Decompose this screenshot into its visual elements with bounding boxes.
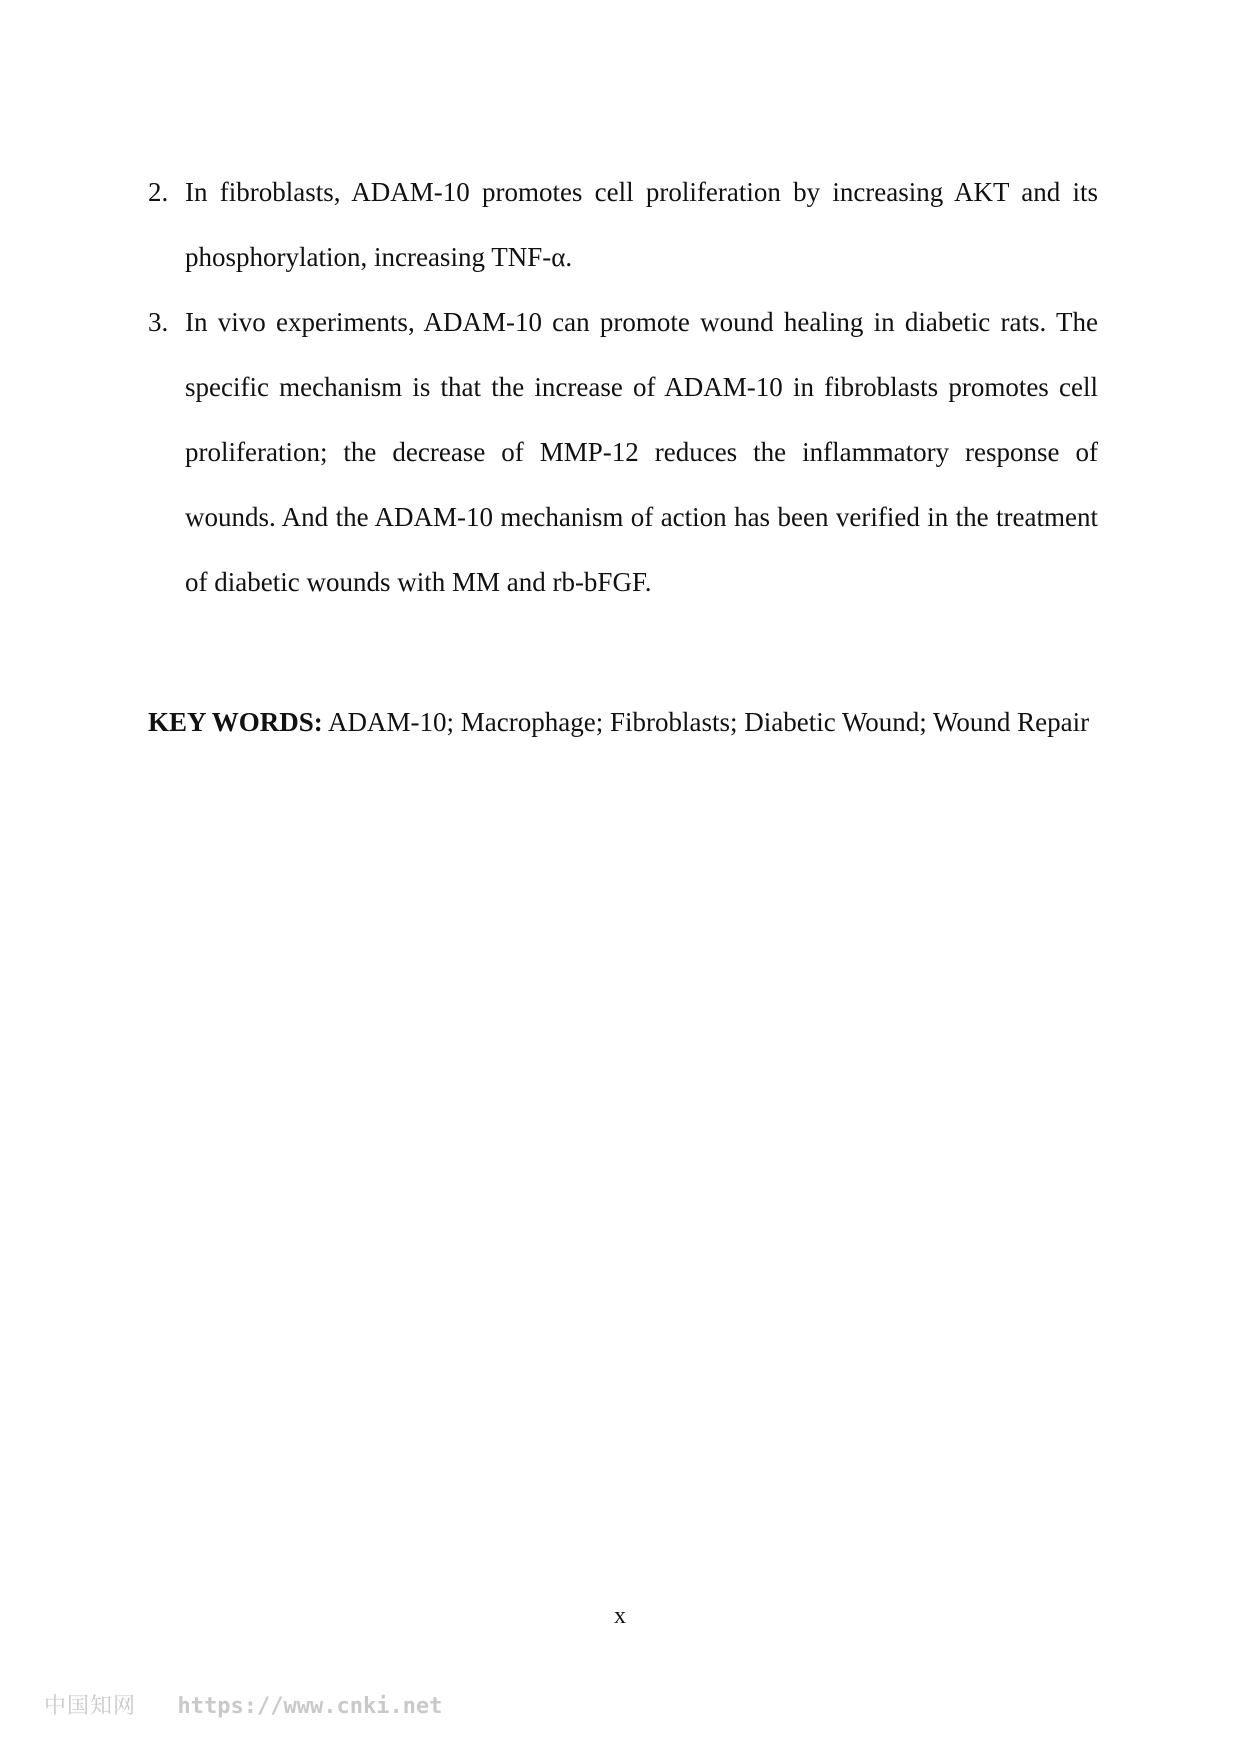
list-item-text: In fibroblasts, ADAM-10 promotes cell proliferation by increasing AKT and its phosphorylation, increasing TNF-α.	[185, 177, 1098, 272]
keywords-label: KEY WORDS:	[148, 707, 323, 737]
list-item-number: 2.	[148, 177, 169, 207]
watermark-site-name: 中国知网	[44, 1694, 137, 1719]
list-item	[148, 160, 1098, 290]
watermark	[44, 1692, 442, 1721]
watermark-url: https://www.cnki.net	[177, 1694, 443, 1719]
list-item-number: 3.	[148, 307, 169, 337]
keywords-text: ADAM-10; Macrophage; Fibroblasts; Diabetic Wound; Wound Repair	[328, 707, 1090, 737]
list-item	[148, 290, 1098, 615]
page-number: x	[614, 1603, 626, 1629]
keywords-paragraph	[148, 690, 1098, 755]
conclusion-list	[148, 160, 1098, 615]
list-item-text: In vivo experiments, ADAM-10 can promote wound healing in diabetic rats. The specific mechanism is that the increase of ADAM-10 in fibroblasts promotes cell proliferation; the decrease of MMP-12 reduces the inflammatory response of wounds. And the ADAM-10 mechanism of action has been verified in the treatment of diabetic wounds with MM and rb-bFGF.	[185, 307, 1098, 597]
